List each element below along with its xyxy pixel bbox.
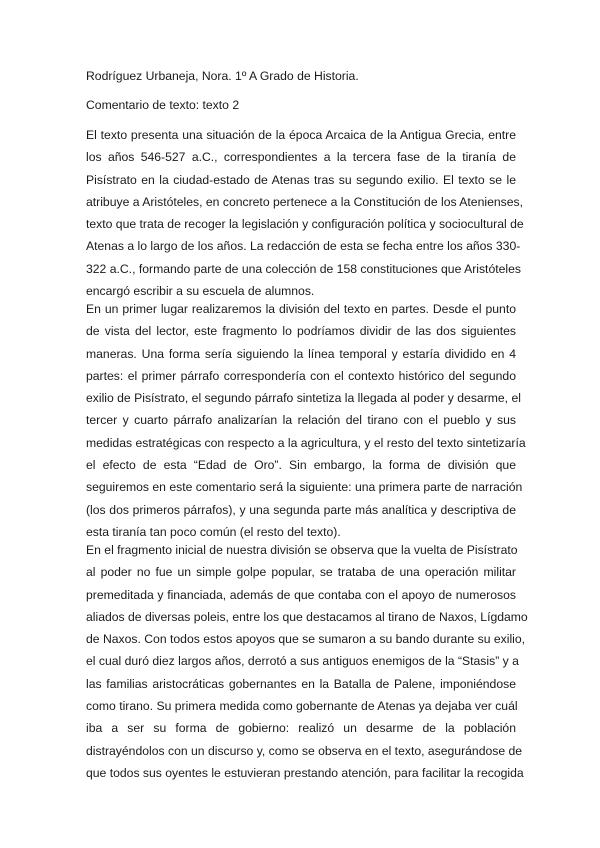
text-line: exilio de Pisístrato, el segundo párrafo sintetiza la llegada al poder y desarme, el [86,391,521,406]
text-line: El texto presenta una situación de la época Arcaica de la Antigua Grecia, entre [86,128,516,142]
text-line: Atenas a lo largo de los años. La redacción de esta se fecha entre los años 330- [86,239,521,254]
text-line: atribuye a Aristóteles, en concreto pertenece a la Constitución de los Atenienses, [86,194,523,209]
author-line: Rodríguez Urbaneja, Nora. 1º A Grado de Historia. [86,69,359,83]
text-line: maneras. Una forma sería siguiendo la línea temporal y estaría dividido en 4 [86,346,516,361]
text-line: premeditada y financiada, además de que contaba con el apoyo de numerosos [86,587,516,602]
document-title: Comentario de texto: texto 2 [86,98,240,112]
text-line: En el fragmento inicial de nuestra división se observa que la vuelta de Pisístrato [86,543,518,557]
text-line: Pisístrato en la ciudad-estado de Atenas tras su segundo exilio. El texto se le [86,172,516,187]
text-line: al poder no fue un simple golpe popular, se trataba de una operación militar [86,565,516,580]
text-line: encargó escribir a su escuela de alumnos. [86,284,315,299]
text-line: texto que trata de recoger la legislación y configuración política y sociocultural de [86,217,524,232]
paragraph-intro [86,124,524,302]
text-line: los años 546-527 a.C., correspondientes a la tercera fase de la tiranía de [86,150,516,165]
text-line: (los dos primeros párrafos), y una segunda parte más analítica y descriptiva de [86,502,516,517]
text-line: que todos sus oyentes le estuvieran prestando atención, para facilitar la recogida [86,765,524,780]
paragraph-division [86,298,526,543]
text-line: tercer y cuarto párrafo analizarían la relación del tirano con el pueblo y sus [86,413,516,428]
text-line: de vista del lector, este fragmento lo podríamos dividir de las dos siguientes [86,324,516,339]
text-line: partes: el primer párrafo correspondería con el contexto histórico del segundo [86,368,516,383]
text-line: como tirano. Su primera medida como gobernante de Atenas ya dejaba ver cuál [86,699,518,714]
text-line: el cual duró diez largos años, derrotó a sus antiguos enemigos de la “Stasis” y a [86,654,519,669]
text-line: En un primer lugar realizaremos la división del texto en partes. Desde el punto [86,302,516,316]
text-line: de Naxos. Con todos estos apoyos que se sumaron a su bando durante su exilio, [86,632,526,647]
text-line: 322 a.C., formando parte de una colección de 158 constituciones que Aristóteles [86,261,521,276]
paragraph-analysis [86,539,528,784]
text-line: las familias aristocráticas gobernantes en la Batalla de Palene, imponiéndose [86,676,516,691]
text-line: medidas estratégicas con respecto a la agricultura, y el resto del texto sintetizaría [86,435,526,450]
text-line: el efecto de esta “Edad de Oro”. Sin embargo, la forma de división que [86,458,516,473]
text-line: iba a ser su forma de gobierno: realizó un desarme de la población [86,721,516,736]
text-line: aliados de diversas poleis, entre los que destacamos al tirano de Naxos, Lígdamo [86,609,528,624]
text-line: esta tiranía tan poco común (el resto del texto). [86,524,341,539]
text-line: seguiremos en este comentario será la siguiente: una primera parte de narración [86,480,523,495]
text-line: distrayéndolos con un discurso y, como se observa en el texto, asegurándose de [86,743,523,758]
